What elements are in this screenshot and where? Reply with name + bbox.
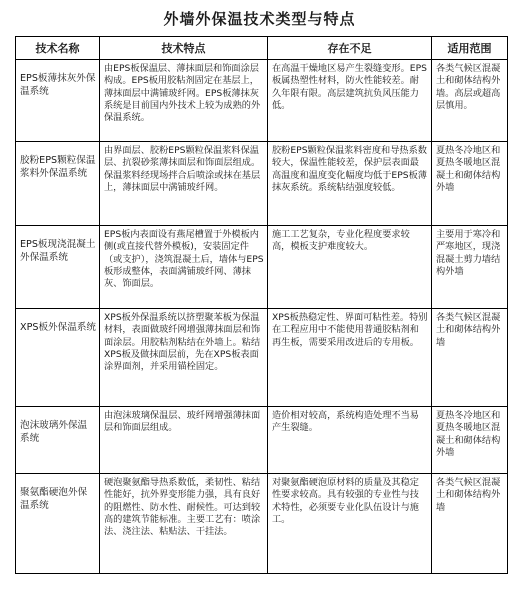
header-scope: 适用范围 xyxy=(432,37,508,60)
shortcomings-cell: 对聚氨酯硬泡原材料的质量及其稳定性要求较高。具有较强的专业性与技术特性，必须要专业化队伍设计与施工。 xyxy=(268,474,432,574)
features-cell: 由EPS板保温层、薄抹面层和饰面涂层构成。EPS板用胶粘剂固定在基层上，薄抹面层中满铺玻纤网。EPS板薄抹灰系统是目前国内外技术上较为成熟的外保温系统。 xyxy=(100,60,268,142)
scope-cell: 各类气候区混凝土和砌体结构外墙。高层或超高层慎用。 xyxy=(432,60,508,142)
shortcomings-cell: XPS板热稳定性、界面可粘性差。特别在工程应用中不能使用普通胶粘剂和再生板，需要采用改进后的专用板。 xyxy=(268,309,432,407)
features-cell: 由泡沫玻璃保温层、玻纤网增强薄抹面层和饰面层组成。 xyxy=(100,407,268,474)
shortcomings-cell: 施工工艺复杂，专业化程度要求较高，模板支护难度较大。 xyxy=(268,226,432,309)
scope-cell: 夏热冬冷地区和夏热冬暖地区混凝土和砌体结构外墙 xyxy=(432,142,508,226)
table-row xyxy=(16,60,508,142)
table-row xyxy=(16,226,508,309)
shortcomings-cell: 胶粉EPS颗粒保温浆料密度和导热系数较大，保温性能较差，保护层表面最高温度和温度变化幅度均低于EPS板薄抹灰系统。系统粘结强度较低。 xyxy=(268,142,432,226)
page-title: 外墙外保温技术类型与特点 xyxy=(163,10,356,28)
tech-name-cell: EPS板现浇混凝土外保温系统 xyxy=(16,226,100,309)
scope-cell: 各类气候区混凝土和砌体结构外墙 xyxy=(432,474,508,574)
tech-name-cell: XPS板外保温系统 xyxy=(16,309,100,407)
header-tech-name: 技术名称 xyxy=(16,37,100,60)
features-cell: 由界面层、胶粉EPS颗粒保温浆料保温层、抗裂砂浆薄抹面层和饰面层组成。保温浆料经现场拌合后喷涂或抹在基层上，薄抹面层中满铺玻纤网。 xyxy=(100,142,268,226)
features-cell: XPS板外保温系统以挤塑聚苯板为保温材料，表面做玻纤网增强薄抹面层和饰面涂层。用胶粘剂粘结在外墙上。粘结XPS板及做抹面层前，先在XPS板表面涂界面剂，并采用锚栓固定。 xyxy=(100,309,268,407)
features-cell: 硬泡聚氨酯导热系数低，柔韧性、粘结性能好，抗外界变形能力强，具有良好的阻燃性、防水性、耐候性。可达到较高的建筑节能标准。主要工艺有：喷涂法、浇注法、粘贴法、干挂法。 xyxy=(100,474,268,574)
tech-name-cell: 泡沫玻璃外保温系统 xyxy=(16,407,100,474)
technology-table xyxy=(15,36,508,574)
shortcomings-cell: 造价相对较高，系统构造处理不当易产生裂缝。 xyxy=(268,407,432,474)
scope-cell: 各类气候区混凝土和砌体结构外墙 xyxy=(432,309,508,407)
scope-cell: 主要用于寒冷和严寒地区，现浇混凝土剪力墙结构外墙 xyxy=(432,226,508,309)
header-shortcomings: 存在不足 xyxy=(268,37,432,60)
header-features: 技术特点 xyxy=(100,37,268,60)
scope-cell: 夏热冬冷地区和夏热冬暖地区混凝土和砌体结构外墙 xyxy=(432,407,508,474)
tech-name-cell: EPS板薄抹灰外保温系统 xyxy=(16,60,100,142)
table-row xyxy=(16,142,508,226)
table-row xyxy=(16,407,508,474)
features-cell: EPS板内表面设有燕尾槽置于外模板内侧(或直接代替外模板)，安装固定件（或支护），浇筑混凝土后，墙体与EPS板形成整体，表面满铺玻纤网、薄抹灰、饰面层。 xyxy=(100,226,268,309)
tech-name-cell: 聚氨酯硬泡外保温系统 xyxy=(16,474,100,574)
table-row xyxy=(16,309,508,407)
table-header-row xyxy=(16,37,508,60)
tech-name-cell: 胶粉EPS颗粒保温浆料外保温系统 xyxy=(16,142,100,226)
table-row xyxy=(16,474,508,574)
shortcomings-cell: 在高温干燥地区易产生裂缝变形。EPS板属热塑性材料，防火性能较差。耐久年限有限。高层建筑抗负风压能力低。 xyxy=(268,60,432,142)
